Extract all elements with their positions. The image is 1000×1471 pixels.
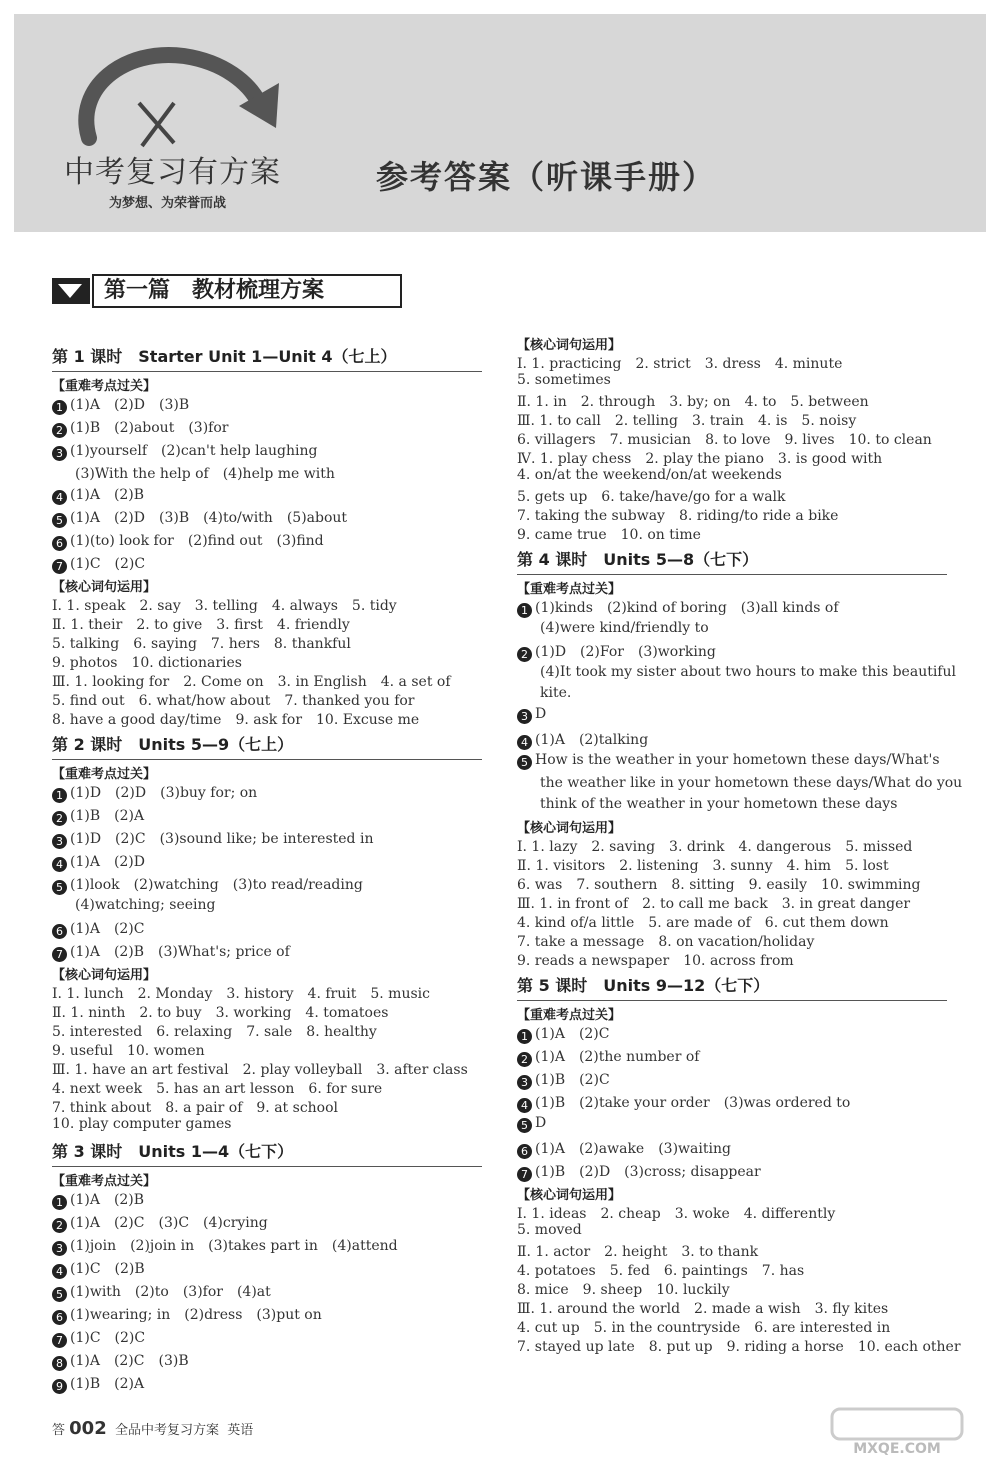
answer-line: Ⅱ. 1. their 2. to give 3. first 4. friendly [52, 617, 350, 633]
answer-item [517, 1161, 761, 1182]
question-number: 1 [52, 400, 67, 415]
triangle-down-icon [58, 284, 82, 298]
answer-item [517, 1023, 609, 1044]
question-number: 2 [52, 1218, 67, 1233]
question-number: 5 [517, 1118, 532, 1133]
lesson-divider [52, 759, 482, 760]
answer-line: 5. sometimes [517, 372, 611, 388]
answer-item [517, 597, 839, 618]
question-number: 2 [52, 423, 67, 438]
answer-item [52, 782, 257, 803]
answer-line: 8. have a good day/time 9. ask for 10. Excuse me [52, 712, 420, 728]
answer-line: Ⅰ. 1. lunch 2. Monday 3. history 4. fruit 5. music [52, 986, 430, 1002]
answer-line: 7. stayed up late 8. put up 9. riding a horse 10. each other [517, 1339, 961, 1355]
answer-text: (1)B (2)A [70, 1376, 145, 1392]
answer-line: 5. gets up 6. take/have/go for a walk [517, 489, 786, 505]
answer-line: 5. talking 6. saying 7. hers 8. thankful [52, 636, 351, 652]
answer-line: Ⅰ. 1. practicing 2. strict 3. dress 4. minute [517, 356, 843, 372]
answer-line: 5. moved [517, 1222, 582, 1238]
answer-item [52, 918, 144, 939]
question-number: 1 [52, 788, 67, 803]
question-number: 7 [52, 1333, 67, 1348]
answer-item [52, 1327, 145, 1348]
answer-item [52, 828, 373, 849]
answer-line: (3)With the help of (4)help me with [75, 466, 335, 482]
answer-item [52, 507, 347, 528]
question-number: 4 [52, 1264, 67, 1279]
answer-line: 7. taking the subway 8. riding/to ride a bike [517, 508, 839, 524]
answer-text: (1)join (2)join in (3)takes part in (4)attend [70, 1238, 398, 1254]
answer-line: Ⅱ. 1. actor 2. height 3. to thank [517, 1244, 759, 1260]
answer-item [517, 1046, 699, 1067]
section-label: 【核心词句运用】 [517, 821, 622, 836]
lesson-heading: 第 4 课时 Units 5—8（七下） [517, 550, 759, 569]
answer-text: (1)kinds (2)kind of boring (3)all kinds of [535, 600, 839, 616]
question-number: 3 [52, 834, 67, 849]
answer-text: D [535, 1115, 547, 1131]
answer-item [52, 553, 145, 574]
answer-item [52, 1281, 271, 1302]
lesson-heading: 第 3 课时 Units 1—4（七下） [52, 1142, 294, 1161]
answer-line: 6. was 7. southern 8. sitting 9. easily 10. swimming [517, 877, 921, 893]
answer-line: the weather like in your hometown these days/What do you [540, 775, 963, 791]
answer-line: 7. think about 8. a pair of 9. at school [52, 1100, 339, 1116]
answer-item [517, 706, 546, 724]
section-label: 【重难考点过关】 [517, 1008, 622, 1023]
question-number: 3 [52, 446, 67, 461]
answer-line: think of the weather in your hometown these days [540, 796, 898, 812]
answer-line: 4. kind of/a little 5. are made of 6. cut them down [517, 915, 889, 931]
answer-text: (1)D (2)D (3)buy for; on [70, 785, 258, 801]
answer-item [52, 1235, 398, 1256]
question-number: 2 [517, 647, 532, 662]
question-number: 4 [52, 857, 67, 872]
page-footer [52, 1418, 253, 1439]
answer-text: (1)A (2)D (3)B (4)to/with (5)about [70, 510, 348, 526]
answer-line: (4)were kind/friendly to [540, 620, 709, 636]
answer-item [517, 1138, 731, 1159]
answer-text: (1)C (2)C [70, 1330, 146, 1346]
answer-text: (1)C (2)B [70, 1261, 145, 1277]
answer-item [52, 1373, 144, 1394]
answer-line: 10. play computer games [52, 1116, 232, 1132]
question-number: 7 [52, 559, 67, 574]
answer-item [52, 1258, 145, 1279]
answer-item [52, 484, 144, 505]
answer-item [52, 440, 317, 461]
lesson-divider [517, 574, 947, 575]
answer-line: 5. find out 6. what/how about 7. thanked you for [52, 693, 415, 709]
answer-text: (1)B (2)take your order (3)was ordered to [535, 1095, 851, 1111]
answer-text: (1)A (2)D (3)B [70, 397, 190, 413]
answer-text: (1)B (2)about (3)for [70, 420, 229, 436]
logo-text: 中考复习有方案 [64, 155, 281, 190]
answer-text: (1)A (2)D [70, 854, 145, 870]
answer-text: (1)A (2)the number of [535, 1049, 700, 1065]
answer-text: (1)B (2)A [70, 808, 145, 824]
answer-text: (1)B (2)C [535, 1072, 610, 1088]
answer-item [52, 1212, 268, 1233]
answer-text: (1)A (2)C (3)B [70, 1353, 189, 1369]
answer-line: kite. [540, 685, 572, 701]
answer-item [52, 941, 290, 962]
question-number: 6 [52, 924, 67, 939]
question-number: 2 [517, 1052, 532, 1067]
answer-item [52, 394, 189, 415]
answer-line: 7. take a message 8. on vacation/holiday [517, 934, 815, 950]
section-label: 【核心词句运用】 [517, 1188, 622, 1203]
lesson-divider [52, 1166, 482, 1167]
answer-item [517, 1069, 610, 1090]
answer-text: (1)B (2)D (3)cross; disappear [535, 1164, 761, 1180]
watermark [822, 1405, 972, 1461]
section-label: 【重难考点过关】 [52, 1174, 157, 1189]
answer-text: D [535, 706, 547, 722]
answer-line: 9. photos 10. dictionaries [52, 655, 242, 671]
watermark-text: MXQE.COM [853, 1441, 941, 1457]
section-label: 【重难考点过关】 [52, 767, 157, 782]
answer-text: (1)D (2)For (3)working [535, 644, 716, 660]
part-header [52, 274, 392, 308]
answer-line: 4. potatoes 5. fed 6. paintings 7. has [517, 1263, 805, 1279]
answer-line: 5. interested 6. relaxing 7. sale 8. healthy [52, 1024, 377, 1040]
answer-line: 6. villagers 7. musician 8. to love 9. lives 10. to clean [517, 432, 932, 448]
section-label: 【核心词句运用】 [52, 968, 157, 983]
watermark-logo-icon [822, 1405, 972, 1441]
question-number: 6 [52, 1310, 67, 1325]
footer-subject: 英语 [227, 1423, 254, 1438]
answer-text: How is the weather in your hometown these days/What's [535, 752, 940, 768]
answer-text: (1)A (2)C (3)C (4)crying [70, 1215, 268, 1231]
answer-line: 9. reads a newspaper 10. across from [517, 953, 794, 969]
question-number: 4 [52, 490, 67, 505]
answer-item [52, 417, 228, 438]
question-number: 1 [517, 603, 532, 618]
answer-line: 9. came true 10. on time [517, 527, 701, 543]
question-number: 9 [52, 1379, 67, 1394]
answer-line: Ⅲ. 1. in front of 2. to call me back 3. in great danger [517, 896, 911, 912]
answer-item [52, 1350, 189, 1371]
answer-line: Ⅰ. 1. ideas 2. cheap 3. woke 4. differently [517, 1206, 836, 1222]
answer-line: (4)watching; seeing [75, 897, 216, 913]
section-label: 【重难考点过关】 [517, 582, 622, 597]
answer-line: Ⅱ. 1. visitors 2. listening 3. sunny 4. him 5. lost [517, 858, 889, 874]
logo-slogan: 为梦想、为荣誉而战 [109, 196, 227, 211]
lesson-divider [517, 1000, 947, 1001]
question-number: 8 [52, 1356, 67, 1371]
answer-item [52, 805, 144, 826]
answer-line: Ⅱ. 1. in 2. through 3. by; on 4. to 5. between [517, 394, 869, 410]
answer-text: (1)wearing; in (2)dress (3)put on [70, 1307, 322, 1323]
answer-text: (1)A (2)talking [535, 732, 649, 748]
answer-text: (1)look (2)watching (3)to read/reading [70, 877, 363, 893]
question-number: 3 [517, 1075, 532, 1090]
footer-prefix: 答 [52, 1423, 66, 1438]
question-number: 5 [517, 755, 532, 770]
answer-line: Ⅲ. 1. to call 2. telling 3. train 4. is 5. noisy [517, 413, 857, 429]
answer-text: (1)yourself (2)can't help laughing [70, 443, 318, 459]
answer-line: 4. next week 5. has an art lesson 6. for sure [52, 1081, 383, 1097]
question-number: 6 [52, 536, 67, 551]
answer-item [517, 1115, 546, 1133]
lesson-heading: 第 2 课时 Units 5—9（七上） [52, 735, 294, 754]
question-number: 3 [52, 1241, 67, 1256]
answer-item [517, 729, 648, 750]
answer-item [52, 851, 145, 872]
question-number: 5 [52, 880, 67, 895]
question-number: 7 [517, 1167, 532, 1182]
answer-text: (1)with (2)to (3)for (4)at [70, 1284, 271, 1300]
section-label: 【核心词句运用】 [517, 338, 622, 353]
question-number: 1 [517, 1029, 532, 1044]
header-banner [14, 14, 986, 232]
question-number: 7 [52, 947, 67, 962]
answer-text: (1)A (2)C [535, 1026, 610, 1042]
answer-line: Ⅱ. 1. ninth 2. to buy 3. working 4. tomatoes [52, 1005, 389, 1021]
answer-line: 4. cut up 5. in the countryside 6. are interested in [517, 1320, 891, 1336]
answer-text: (1)A (2)C [70, 921, 145, 937]
answer-text: (1)A (2)B (3)What's; price of [70, 944, 290, 960]
answer-item [517, 641, 716, 662]
answer-line: Ⅲ. 1. looking for 2. Come on 3. in English 4. a set of [52, 674, 451, 690]
question-number: 4 [517, 1098, 532, 1113]
lesson-divider [52, 371, 482, 372]
answer-line: Ⅰ. 1. lazy 2. saving 3. drink 4. dangerous 5. missed [517, 839, 913, 855]
section-label: 【核心词句运用】 [52, 580, 157, 595]
answer-text: (1)A (2)B [70, 487, 145, 503]
answer-line: Ⅳ. 1. play chess 2. play the piano 3. is good with [517, 451, 883, 467]
answer-line: 8. mice 9. sheep 10. luckily [517, 1282, 730, 1298]
section-marker [52, 278, 90, 304]
answer-text: (1)(to) look for (2)find out (3)find [70, 533, 324, 549]
answer-line: Ⅰ. 1. speak 2. say 3. telling 4. always 5. tidy [52, 598, 397, 614]
answer-text: (1)C (2)C [70, 556, 146, 572]
answer-text: (1)A (2)B [70, 1192, 145, 1208]
question-number: 6 [517, 1144, 532, 1159]
answer-line: 9. useful 10. women [52, 1043, 205, 1059]
question-number: 1 [52, 1195, 67, 1210]
answer-item [517, 752, 940, 770]
answer-line: Ⅲ. 1. have an art festival 2. play volleyball 3. after class [52, 1062, 468, 1078]
answer-item [52, 1304, 322, 1325]
section-label: 【重难考点过关】 [52, 379, 157, 394]
logo-arrow-icon [64, 28, 294, 158]
answer-item [52, 530, 324, 551]
question-number: 4 [517, 735, 532, 750]
question-number: 5 [52, 513, 67, 528]
lesson-heading: 第 1 课时 Starter Unit 1—Unit 4（七上） [52, 347, 397, 366]
answer-line: (4)It took my sister about two hours to make this beautiful [540, 664, 956, 680]
question-number: 5 [52, 1287, 67, 1302]
answer-item [52, 874, 363, 895]
page-number: 002 [69, 1418, 107, 1439]
footer-book: 全品中考复习方案 [115, 1423, 220, 1438]
answer-text: (1)A (2)awake (3)waiting [535, 1141, 731, 1157]
question-number: 3 [517, 709, 532, 724]
answer-text: (1)D (2)C (3)sound like; be interested in [70, 831, 374, 847]
answer-line: Ⅲ. 1. around the world 2. made a wish 3. fly kites [517, 1301, 889, 1317]
question-number: 2 [52, 811, 67, 826]
lesson-heading: 第 5 课时 Units 9—12（七下） [517, 976, 770, 995]
answer-item [52, 1189, 144, 1210]
page-title: 参考答案（听课手册） [376, 158, 717, 196]
answer-line: 4. on/at the weekend/on/at weekends [517, 467, 782, 483]
part-title: 第一篇 教材梳理方案 [92, 274, 402, 308]
answer-item [517, 1092, 850, 1113]
